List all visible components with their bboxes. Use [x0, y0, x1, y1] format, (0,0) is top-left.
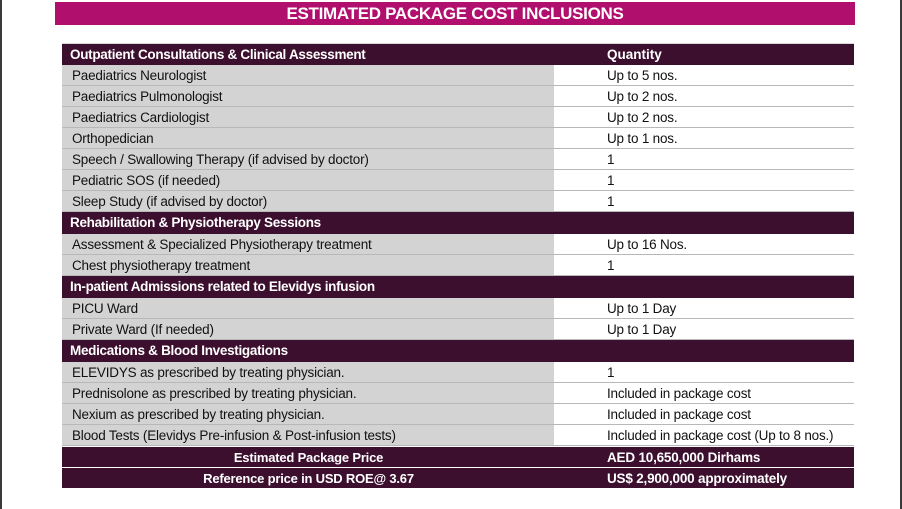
- quantity-cell: Up to 1 nos.: [555, 128, 854, 148]
- table-row: [62, 383, 854, 404]
- quantity-cell: Included in package cost: [555, 404, 854, 424]
- item-cell: Pediatric SOS (if needed): [62, 170, 555, 190]
- item-cell: Prednisolone as prescribed by treating physician.: [62, 383, 555, 403]
- estimated-price-label: Estimated Package Price: [233, 450, 384, 465]
- section-title-meds: Medications & Blood Investigations: [70, 343, 288, 358]
- quantity-cell: Up to 1 Day: [555, 298, 854, 318]
- quantity-cell: 1: [555, 170, 854, 190]
- table-row: [62, 191, 854, 212]
- page-banner: ESTIMATED PACKAGE COST INCLUSIONS: [55, 2, 855, 25]
- table-row: [62, 319, 854, 340]
- item-cell: Chest physiotherapy treatment: [62, 255, 555, 275]
- item-cell: Paediatrics Cardiologist: [62, 107, 555, 127]
- table-row: [62, 86, 854, 107]
- estimated-price-value: AED 10,650,000 Dirhams: [607, 450, 761, 465]
- table-row: [62, 65, 854, 86]
- usd-price-value: US$ 2,900,000 approximately: [607, 471, 787, 486]
- table-row: [62, 425, 854, 446]
- item-cell: Sleep Study (if advised by doctor): [62, 191, 555, 211]
- table-row: [62, 298, 854, 319]
- quantity-header: Quantity: [607, 47, 662, 62]
- quantity-cell: Included in package cost: [555, 383, 854, 403]
- quantity-cell: 1: [555, 149, 854, 169]
- item-cell: Paediatrics Pulmonologist: [62, 86, 555, 106]
- left-border: [0, 0, 2, 509]
- quantity-cell: Up to 2 nos.: [555, 86, 854, 106]
- table-row: [62, 255, 854, 276]
- quantity-cell: 1: [555, 362, 854, 382]
- section-header-inpatient: [62, 276, 854, 298]
- item-cell: Orthopedician: [62, 128, 555, 148]
- item-cell: Assessment & Specialized Physiotherapy treatment: [62, 234, 555, 254]
- item-cell: Speech / Swallowing Therapy (if advised by doctor): [62, 149, 555, 169]
- estimated-price-row: [62, 446, 854, 467]
- table-row: [62, 362, 854, 383]
- usd-price-row: [62, 467, 854, 488]
- quantity-cell: Up to 5 nos.: [555, 65, 854, 85]
- quantity-cell: Up to 2 nos.: [555, 107, 854, 127]
- section-header-rehab: [62, 212, 854, 234]
- quantity-cell: Up to 16 Nos.: [555, 234, 854, 254]
- quantity-cell: Included in package cost (Up to 8 nos.): [555, 425, 854, 445]
- item-cell: Paediatrics Neurologist: [62, 65, 555, 85]
- table-row: [62, 234, 854, 255]
- package-cost-table: [62, 43, 854, 488]
- item-cell: Blood Tests (Elevidys Pre-infusion & Post-infusion tests): [62, 425, 555, 445]
- table-header-row: [62, 44, 854, 65]
- section-title-inpatient: In-patient Admissions related to Elevidys infusion: [70, 279, 375, 294]
- quantity-cell: 1: [555, 191, 854, 211]
- quantity-cell: Up to 1 Day: [555, 319, 854, 339]
- section-title-consultations: Outpatient Consultations & Clinical Assessment: [70, 47, 366, 62]
- quantity-cell: 1: [555, 255, 854, 275]
- table-row: [62, 170, 854, 191]
- item-cell: PICU Ward: [62, 298, 555, 318]
- table-row: [62, 149, 854, 170]
- table-row: [62, 404, 854, 425]
- usd-price-label: Reference price in USD ROE@ 3.67: [203, 471, 414, 486]
- table-row: [62, 128, 854, 149]
- item-cell: Nexium as prescribed by treating physician.: [62, 404, 555, 424]
- section-title-rehab: Rehabilitation & Physiotherapy Sessions: [70, 215, 321, 230]
- item-cell: ELEVIDYS as prescribed by treating physician.: [62, 362, 555, 382]
- table-row: [62, 107, 854, 128]
- section-header-meds: [62, 340, 854, 362]
- item-cell: Private Ward (If needed): [62, 319, 555, 339]
